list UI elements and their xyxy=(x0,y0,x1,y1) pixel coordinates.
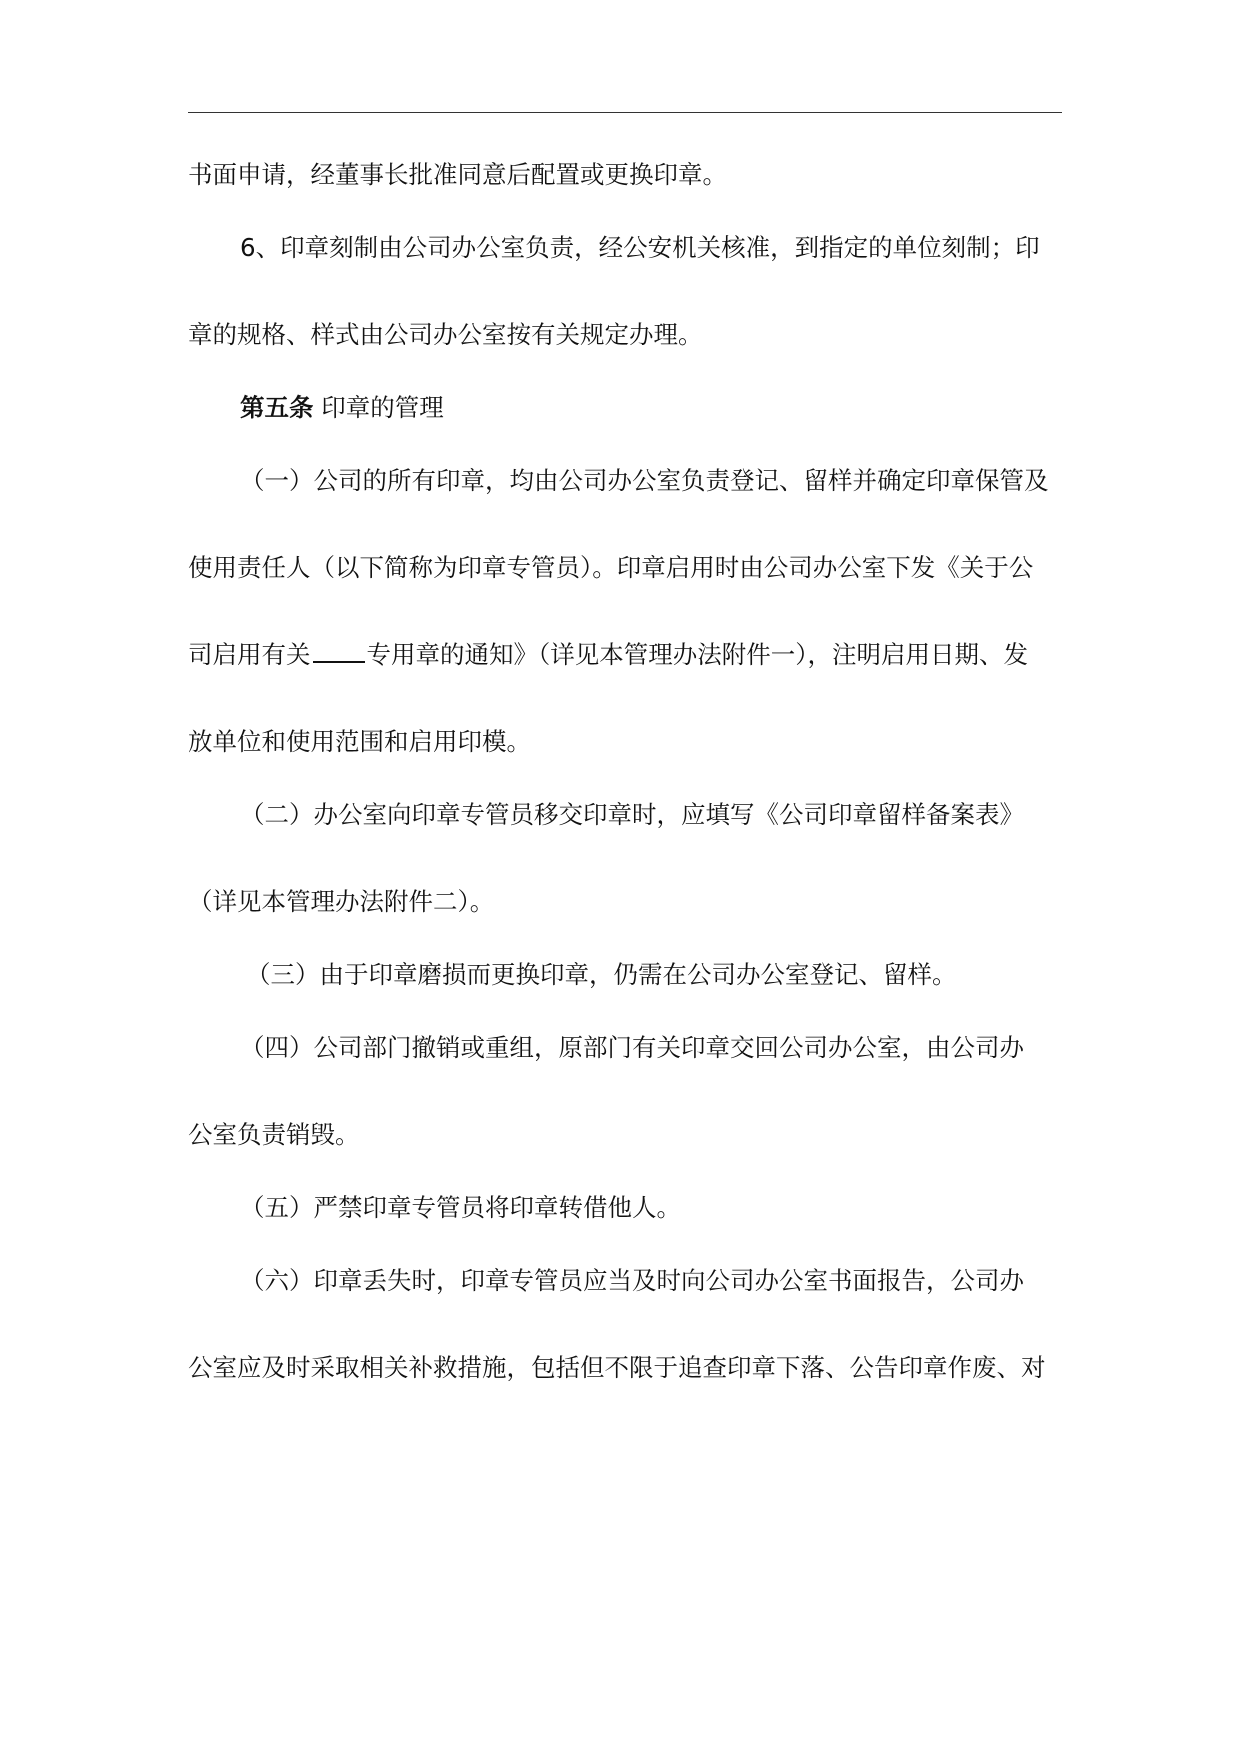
article-label: 第五条 xyxy=(240,393,314,422)
text-line-7-end: 专用章的通知》（详见本管理办法附件一），注明启用日期、发 xyxy=(366,640,1028,669)
text-line-9: （二）办公室向印章专管员移交印章时，应填写《公司印章留样备案表》 xyxy=(240,800,1024,829)
text-line-10: （详见本管理办法附件二）。 xyxy=(188,887,495,916)
text-line-16: 公室应及时采取相关补救措施，包括但不限于追查印章下落、公告印章作废、对 xyxy=(188,1353,1046,1382)
fill-in-blank xyxy=(313,639,365,663)
text-line-13: 公室负责销毁。 xyxy=(188,1120,360,1149)
text-line-11: （三）由于印章磨损而更换印章，仍需在公司办公室登记、留样。 xyxy=(246,960,957,989)
text-line-5: （一）公司的所有印章，均由公司办公室负责登记、留样并确定印章保管及 xyxy=(240,466,1049,495)
text-line-14: （五）严禁印章专管员将印章转借他人。 xyxy=(240,1193,681,1222)
text-line-3: 章的规格、样式由公司办公室按有关规定办理。 xyxy=(188,320,703,349)
text-line-7 xyxy=(188,638,1068,672)
text-line-15: （六）印章丢失时，印章专管员应当及时向公司办公室书面报告，公司办 xyxy=(240,1266,1024,1295)
header-rule xyxy=(188,112,1062,113)
article-heading xyxy=(240,391,1068,425)
text-line-2: 6、印章刻制由公司办公室负责，经公安机关核准，到指定的单位刻制；印 xyxy=(240,233,1040,262)
text-line-6: 使用责任人（以下简称为印章专管员）。印章启用时由公司办公室下发《关于公 xyxy=(188,553,1034,582)
text-line-7-start: 司启用有关 xyxy=(188,640,311,669)
text-line-12: （四）公司部门撤销或重组，原部门有关印章交回公司办公室，由公司办 xyxy=(240,1033,1024,1062)
text-line-8: 放单位和使用范围和启用印模。 xyxy=(188,727,531,756)
text-line-1: 书面申请，经董事长批准同意后配置或更换印章。 xyxy=(188,160,727,189)
article-title: 印章的管理 xyxy=(321,393,444,422)
